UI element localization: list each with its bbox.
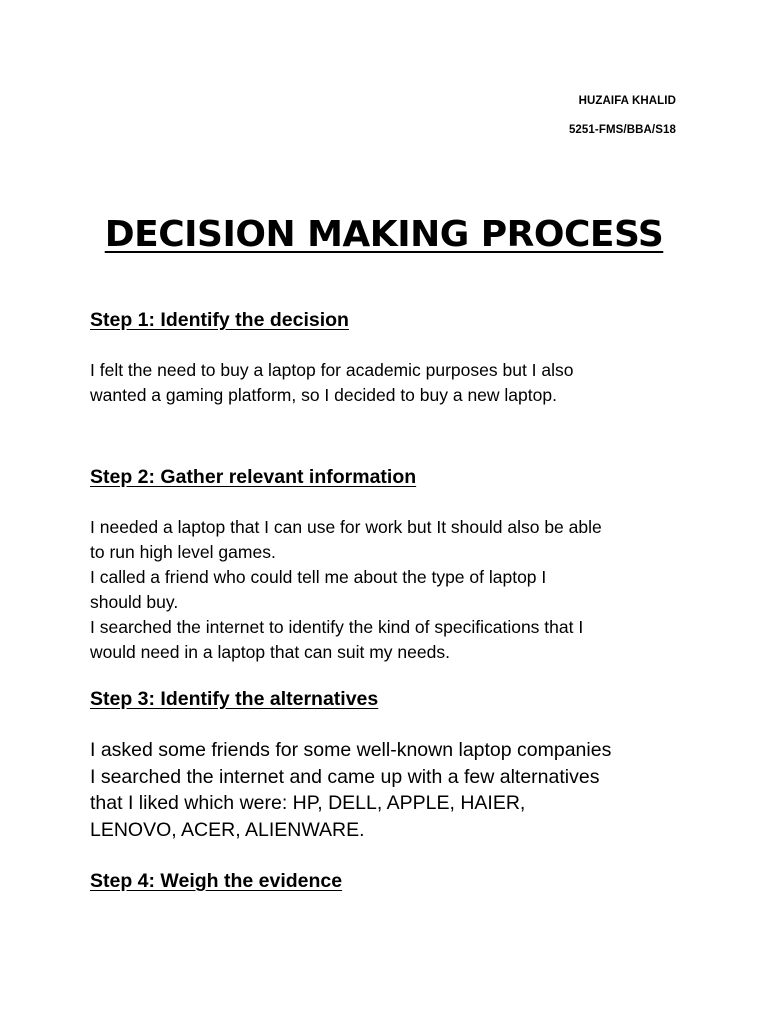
paragraph-line: I needed a laptop that I can use for work but It should also be able	[90, 517, 602, 537]
document-title	[0, 214, 768, 255]
step-2-heading: Step 2: Gather relevant information	[90, 466, 417, 488]
document-title-text: DECISION MAKING PROCESS	[104, 214, 664, 255]
paragraph-line: I felt the need to buy a laptop for academic purposes but I also	[90, 360, 574, 380]
author-id: 5251-FMS/BBA/S18	[568, 124, 676, 136]
paragraph-line: would need in a laptop that can suit my needs.	[90, 642, 450, 662]
paragraph-line: that I liked which were: HP, DELL, APPLE, HAIER,	[90, 792, 526, 814]
paragraph-line: I asked some friends for some well-known laptop companies	[90, 739, 612, 761]
paragraph-line: I searched the internet and came up with a few alternatives	[90, 765, 600, 788]
paragraph-line: wanted a gaming platform, so I decided to buy a new laptop.	[90, 385, 557, 405]
step-3-paragraph	[90, 737, 690, 843]
author-name: HUZAIFA KHALID	[578, 95, 676, 107]
step-3-heading: Step 3: Identify the alternatives	[90, 688, 379, 710]
step-1-heading: Step 1: Identify the decision	[90, 309, 349, 331]
step-4-heading: Step 4: Weigh the evidence	[90, 870, 343, 892]
paragraph-line: to run high level games.	[90, 542, 276, 562]
paragraph-line: I searched the internet to identify the kind of specifications that I	[90, 617, 584, 637]
paragraph-line: should buy.	[90, 592, 179, 612]
step-1-paragraph	[90, 358, 690, 408]
paragraph-line: I called a friend who could tell me about the type of laptop I	[90, 567, 547, 587]
paragraph-line: LENOVO, ACER, ALIENWARE.	[90, 818, 365, 841]
step-2-paragraph	[90, 515, 690, 665]
